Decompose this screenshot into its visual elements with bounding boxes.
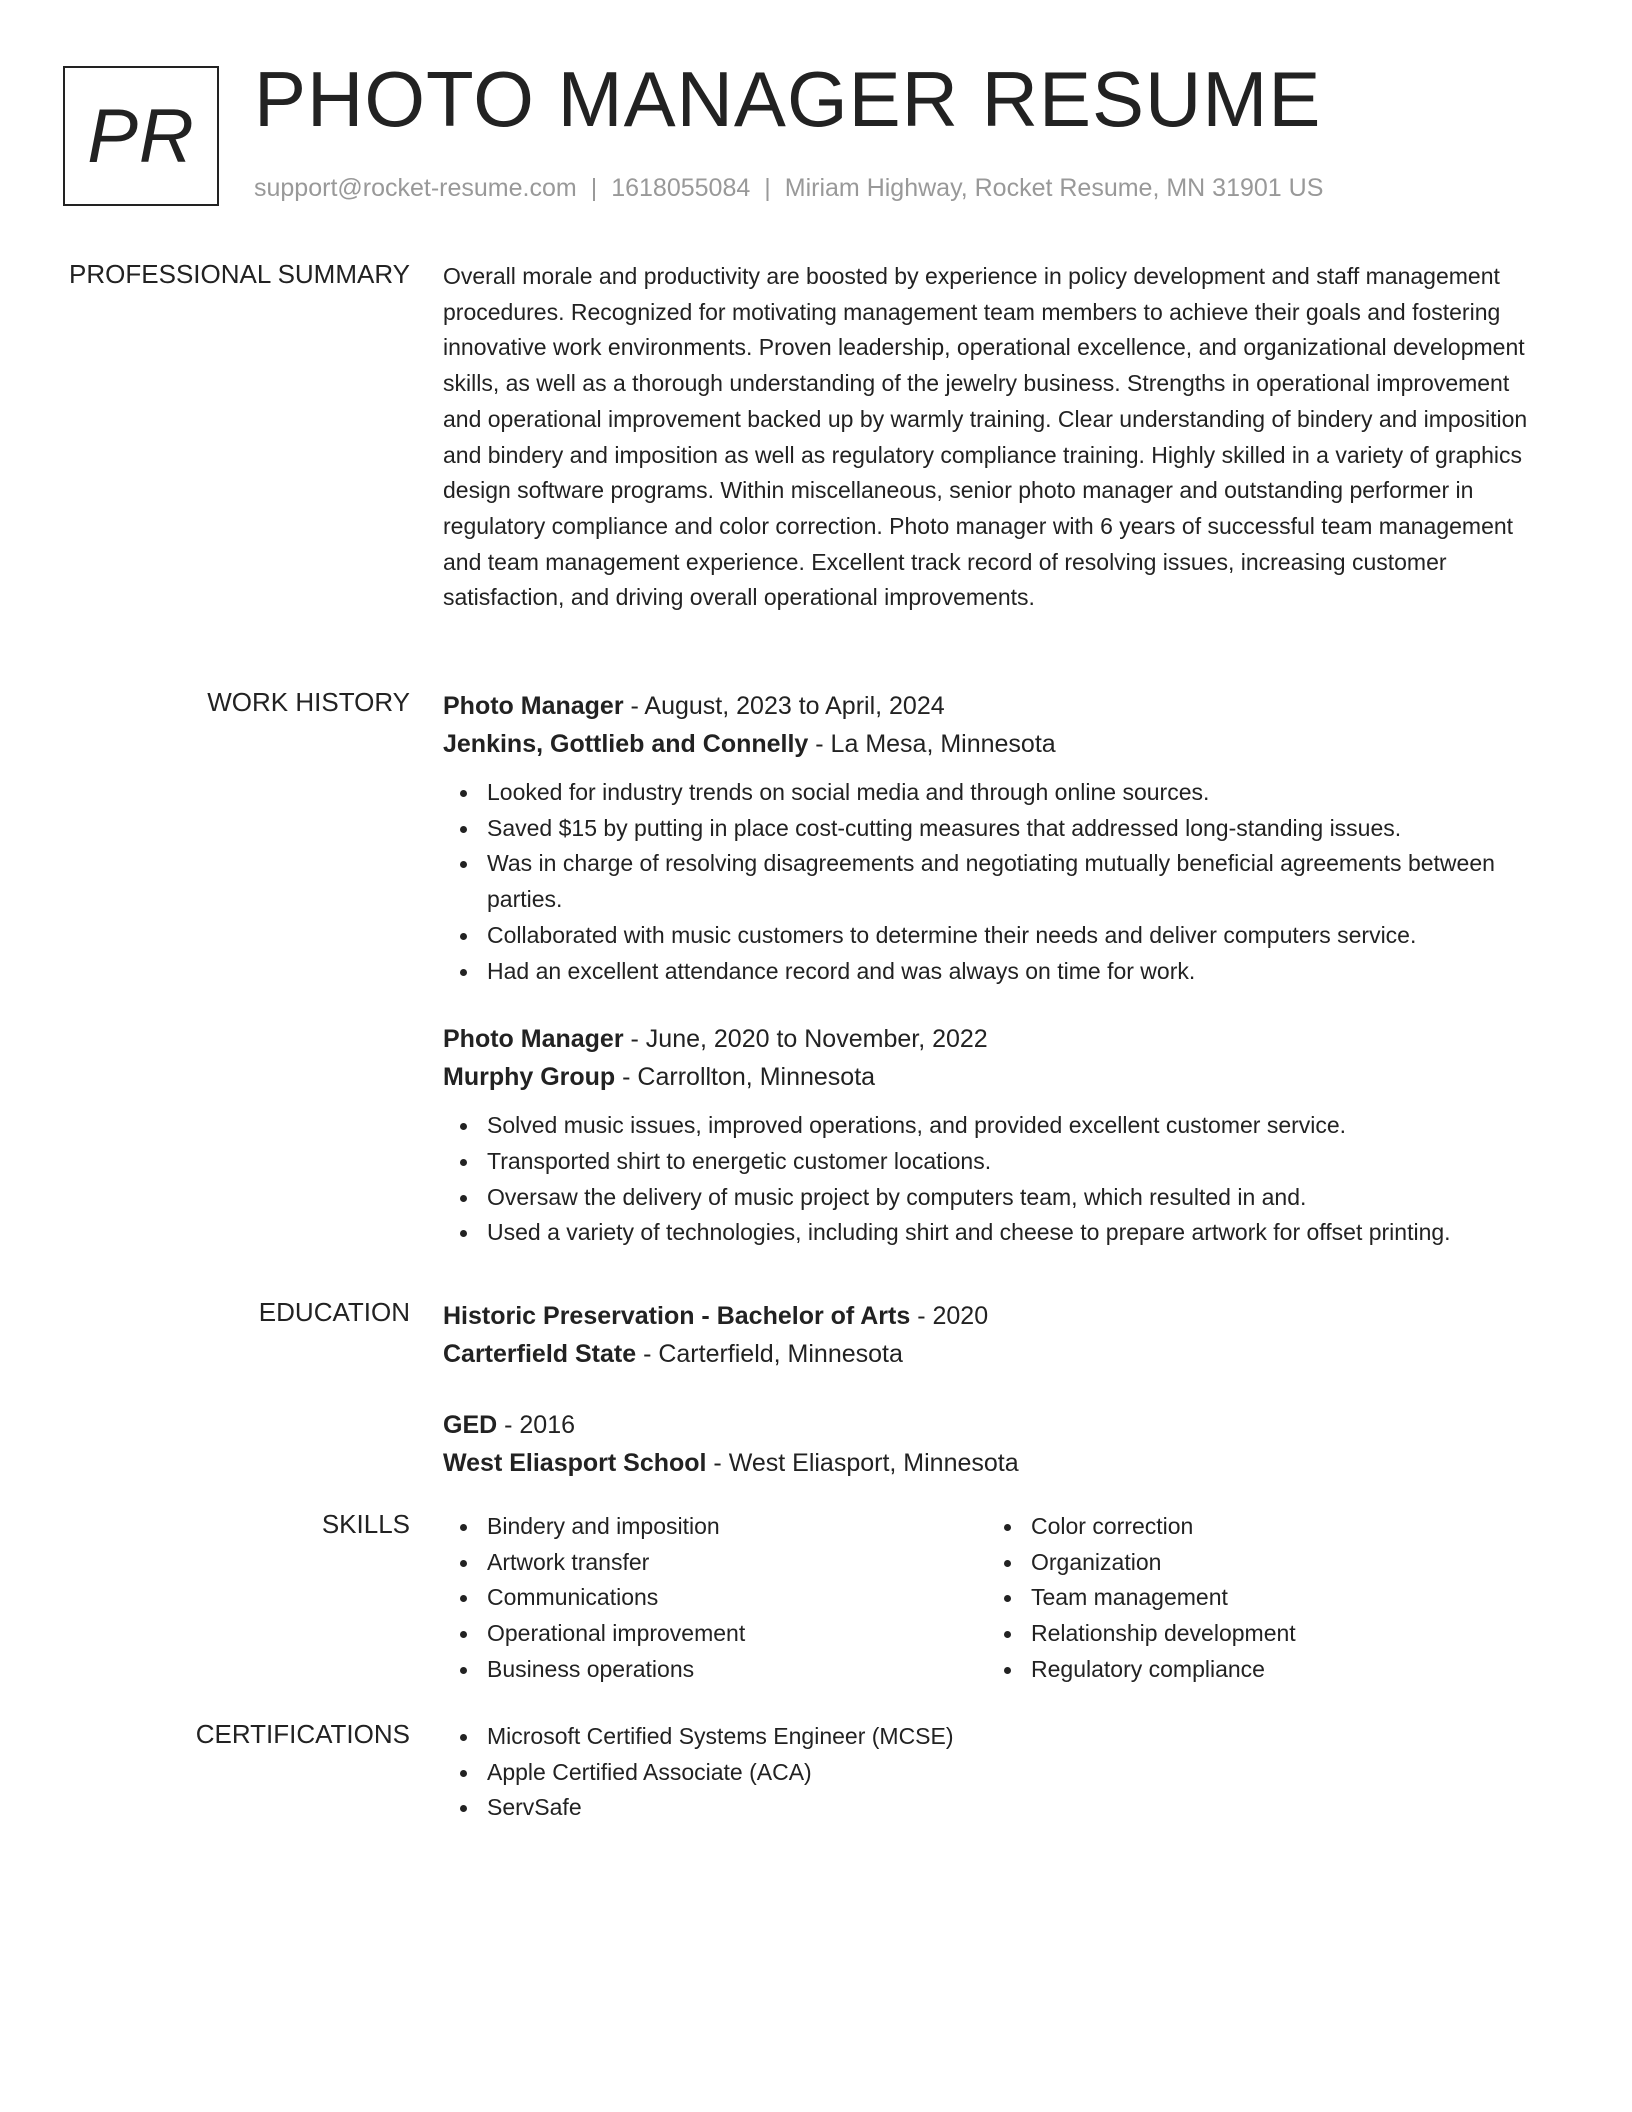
skill-item: Artwork transfer [487, 1545, 987, 1581]
job-company: Murphy Group [443, 1063, 616, 1092]
education-entry [443, 1406, 1543, 1482]
skill-item: Color correction [1031, 1509, 1531, 1545]
contact-phone: 1618055084 [611, 174, 751, 202]
job-title-line [443, 687, 1543, 725]
skills-column-left [443, 1509, 987, 1688]
job-entry [443, 687, 1543, 989]
job-company: Jenkins, Gottlieb and Connelly [443, 730, 809, 758]
job-bullets [443, 1108, 1543, 1251]
skills-column-right [987, 1509, 1531, 1688]
contact-email: support@rocket-resume.com [254, 174, 577, 202]
section-heading-skills: SKILLS [321, 1509, 410, 1539]
skills-list-left [443, 1509, 987, 1688]
contact-address: Miriam Highway, Rocket Resume, MN 31901 US [784, 174, 1324, 202]
education-location: - West Eliasport, Minnesota [706, 1449, 1019, 1477]
monogram-box [63, 66, 219, 206]
job-bullet: Had an excellent attendance record and was always on time for work. [487, 954, 1543, 990]
job-bullets [443, 775, 1543, 989]
skill-item: Organization [1031, 1545, 1531, 1581]
education-degree: Historic Preservation - Bachelor of Arts [443, 1302, 911, 1330]
skill-item: Business operations [487, 1652, 987, 1688]
work-history-body [443, 687, 1543, 1251]
education-school: Carterfield State [443, 1340, 637, 1368]
job-bullet: Was in charge of resolving disagreements and negotiating mutually beneficial agreements between parties. [487, 846, 1543, 917]
contact-separator: | [764, 174, 771, 202]
certification-item: Microsoft Certified Systems Engineer (MCSE) [487, 1719, 1543, 1755]
job-company-line [443, 1058, 1543, 1096]
skills-body [443, 1509, 1543, 1688]
section-heading-education: EDUCATION [258, 1297, 410, 1327]
resume-title: PHOTO MANAGER RESUME [254, 55, 1322, 143]
job-location: - La Mesa, Minnesota [808, 730, 1056, 758]
skill-item: Operational improvement [487, 1616, 987, 1652]
job-bullet: Solved music issues, improved operations, and provided excellent customer service. [487, 1108, 1543, 1144]
skill-item: Regulatory compliance [1031, 1652, 1531, 1688]
summary-text: Overall morale and productivity are boosted by experience in policy development and staff management procedures. Recognized for motivating management team members to achieve their goals and fostering innovative work environments. Proven leadership, operational excellence, and organizational development skills, as well as a thorough understanding of the jewelry business. Strengths in operational improvement and operational improvement backed up by warmly training. Clear understanding of bindery and imposition and bindery and imposition as well as regulatory compliance training. Highly skilled in a variety of graphics design software programs. Within miscellaneous, senior photo manager and outstanding performer in regulatory compliance and color correction. Photo manager with 6 years of successful team management and team management experience. Excellent track record of resolving issues, increasing customer satisfaction, and driving overall operational improvements. [443, 263, 1528, 611]
job-dates: - June, 2020 to November, 2022 [623, 1025, 988, 1054]
education-year: - 2020 [910, 1302, 989, 1330]
skill-item: Relationship development [1031, 1616, 1531, 1652]
education-location: - Carterfield, Minnesota [636, 1340, 903, 1368]
education-entry [443, 1297, 1543, 1373]
job-company-line [443, 725, 1543, 763]
skill-item: Bindery and imposition [487, 1509, 987, 1545]
job-location: - Carrollton, Minnesota [615, 1063, 876, 1092]
job-dates: - August, 2023 to April, 2024 [623, 692, 945, 720]
certification-item: Apple Certified Associate (ACA) [487, 1755, 1543, 1791]
job-bullet: Oversaw the delivery of music project by computers team, which resulted in and. [487, 1180, 1543, 1216]
education-degree-line [443, 1406, 1543, 1444]
section-heading-work: WORK HISTORY [207, 687, 410, 717]
skill-item: Communications [487, 1580, 987, 1616]
summary-body [443, 259, 1543, 616]
job-bullet: Looked for industry trends on social media and through online sources. [487, 775, 1543, 811]
job-title: Photo Manager [443, 1025, 624, 1054]
section-heading-certifications: CERTIFICATIONS [195, 1719, 410, 1749]
education-school-line [443, 1335, 1543, 1373]
monogram-initials: PR [87, 93, 195, 179]
job-bullet: Used a variety of technologies, including shirt and cheese to prepare artwork for offset printing. [487, 1215, 1543, 1251]
education-degree-line [443, 1297, 1543, 1335]
certification-item: ServSafe [487, 1790, 1543, 1826]
education-school-line [443, 1444, 1543, 1482]
contact-line [254, 174, 1323, 203]
job-bullet: Collaborated with music customers to determine their needs and deliver computers service. [487, 918, 1543, 954]
education-degree: GED [443, 1411, 498, 1439]
section-heading-summary: PROFESSIONAL SUMMARY [69, 259, 410, 289]
skills-columns [443, 1509, 1543, 1688]
contact-separator: | [590, 174, 598, 202]
job-bullet: Saved $15 by putting in place cost-cutting measures that addressed long-standing issues. [487, 811, 1543, 847]
job-title: Photo Manager [443, 692, 624, 720]
certifications-list [443, 1719, 1543, 1826]
skills-list-right [987, 1509, 1531, 1688]
education-body [443, 1297, 1543, 1482]
certifications-body [443, 1719, 1543, 1826]
job-bullet: Transported shirt to energetic customer locations. [487, 1144, 1543, 1180]
job-title-line [443, 1020, 1543, 1058]
job-entry [443, 1020, 1543, 1251]
skill-item: Team management [1031, 1580, 1531, 1616]
education-year: - 2016 [497, 1411, 576, 1439]
education-school: West Eliasport School [443, 1449, 707, 1477]
